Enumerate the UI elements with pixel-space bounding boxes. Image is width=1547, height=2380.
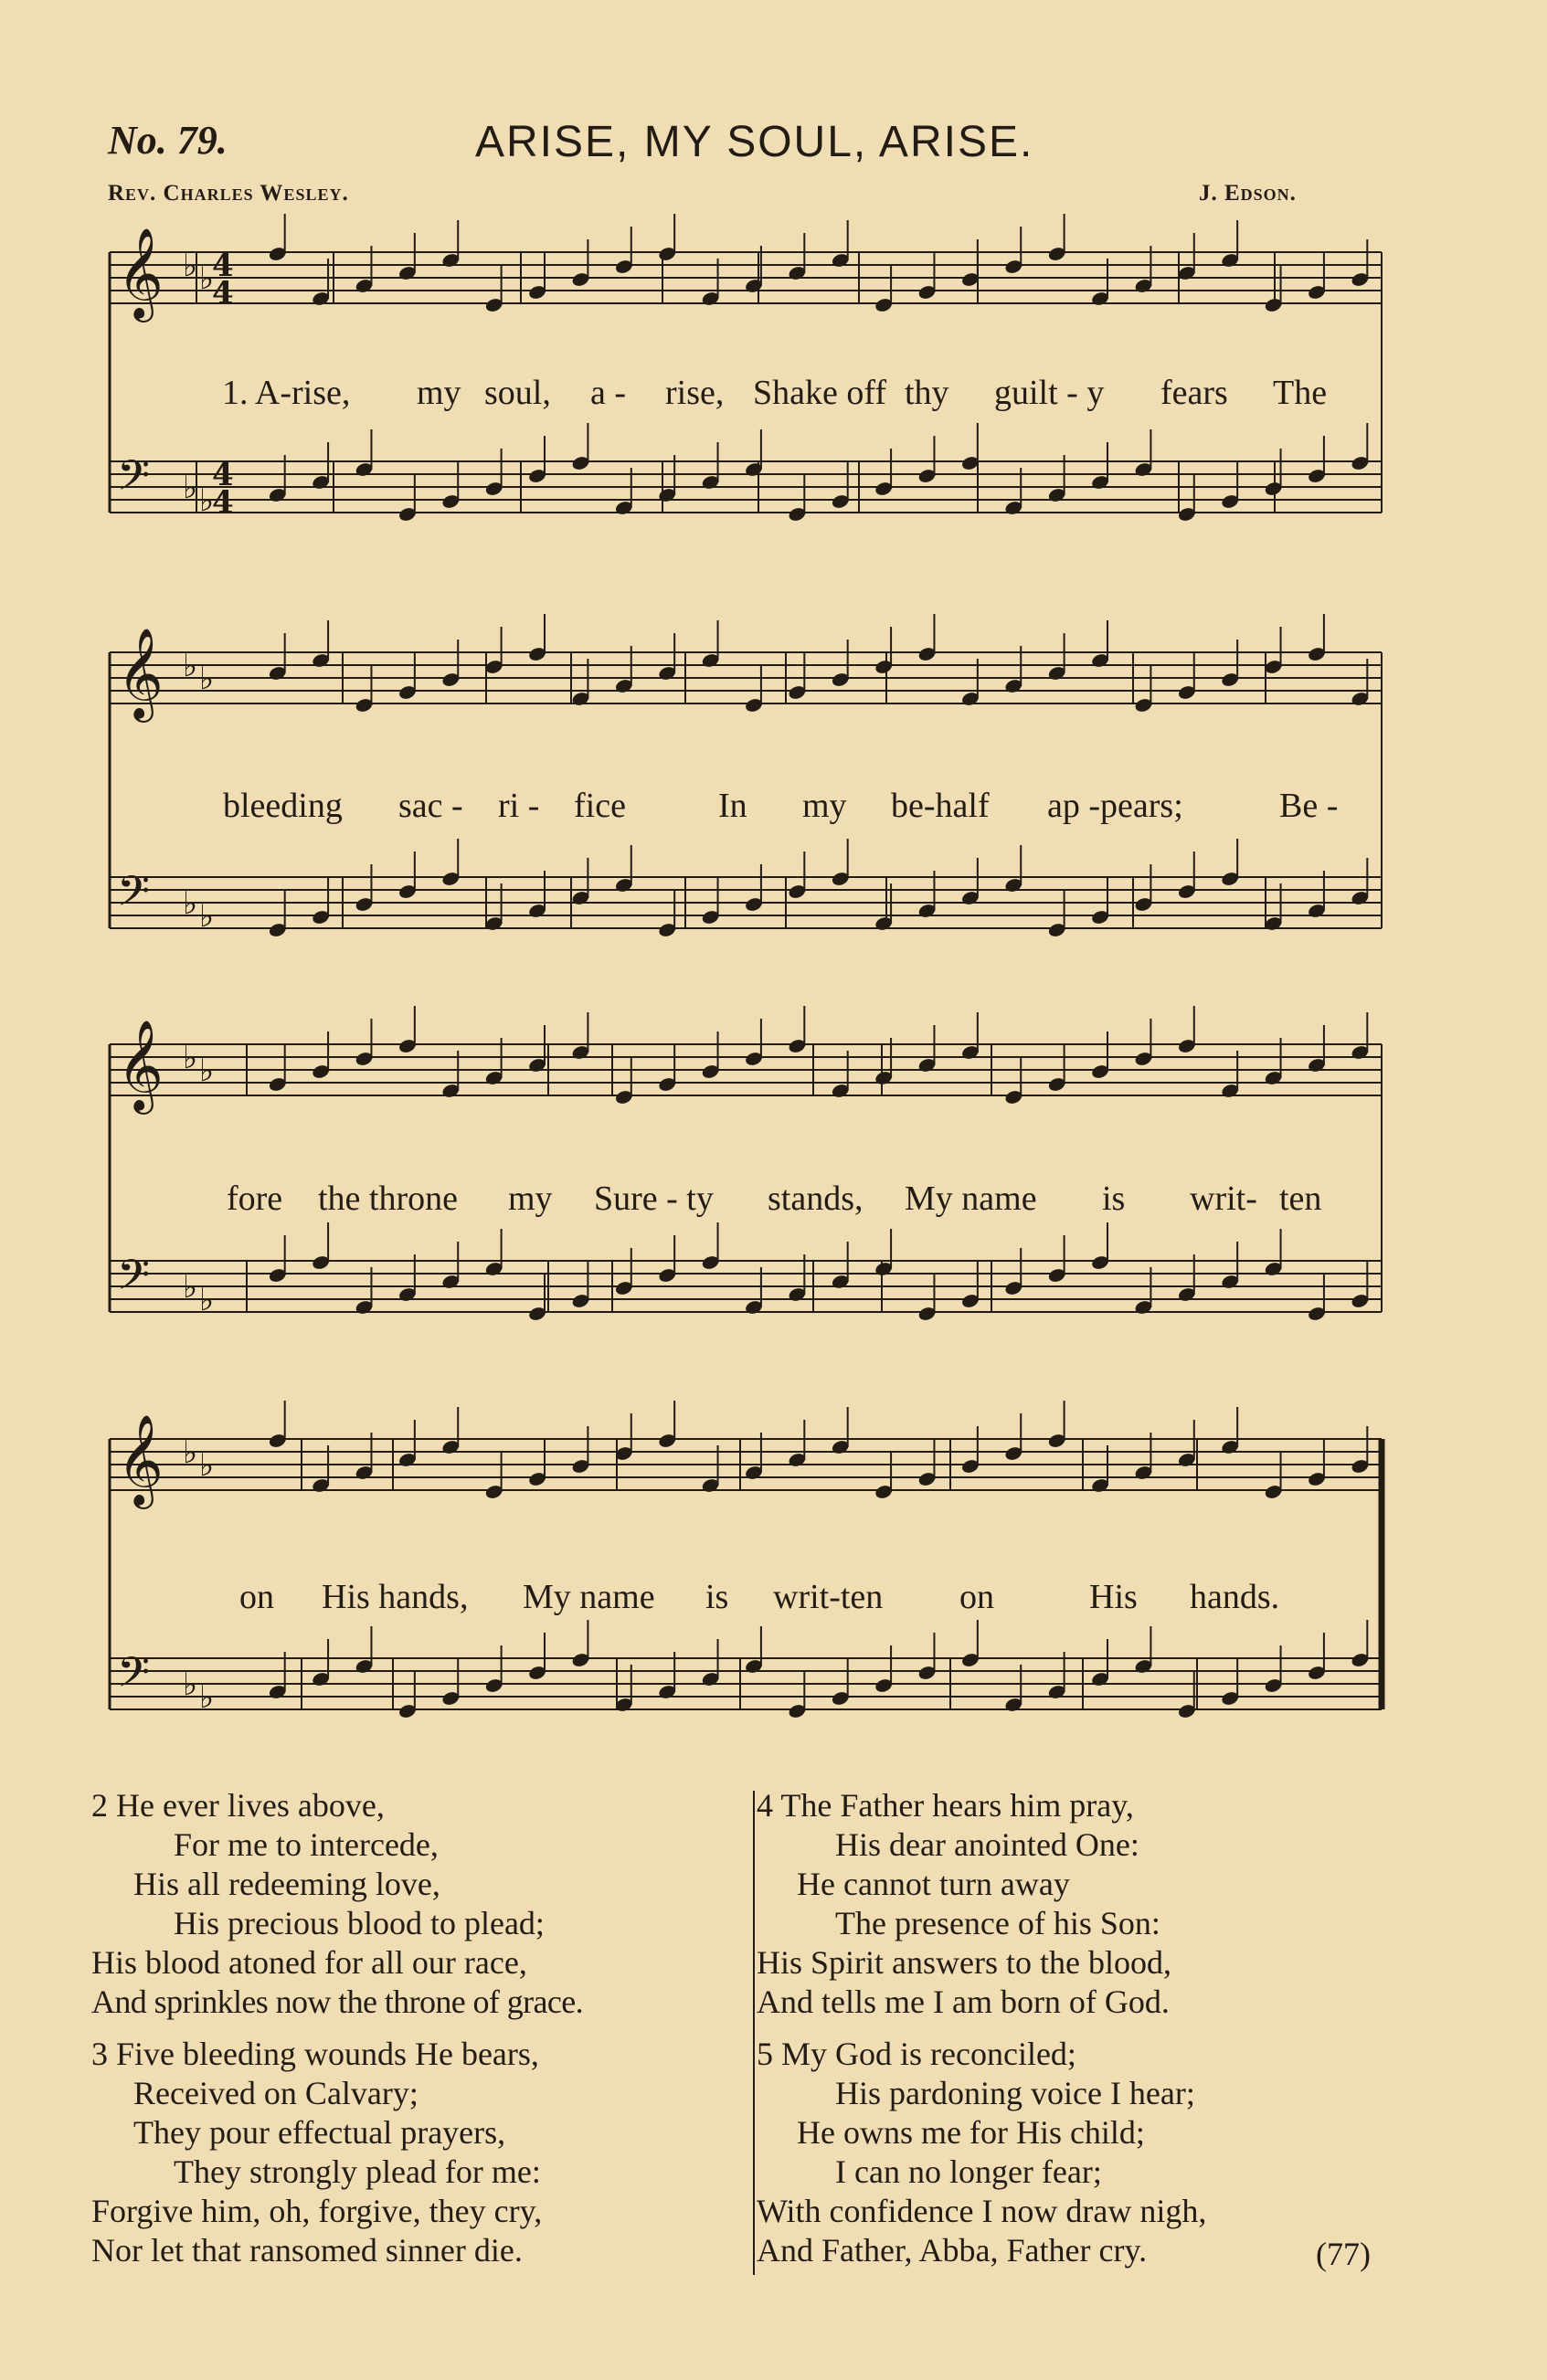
verse-line: He owns me for His child;	[797, 2114, 1145, 2151]
lyric-word: Shake off	[753, 374, 886, 412]
lyric-word: ap -pears;	[1047, 787, 1183, 825]
verse-4	[757, 1786, 1206, 2022]
lyric-word: His	[1089, 1578, 1138, 1616]
lyric-word: Be -	[1279, 787, 1339, 825]
treble-clef-icon: 𝄞	[117, 1020, 164, 1111]
flat-icon: ♭	[183, 248, 198, 284]
column-divider	[753, 1791, 755, 2275]
lyric-word: on	[959, 1578, 994, 1616]
flat-icon: ♭	[199, 1447, 215, 1484]
verses-right-column	[757, 1786, 1206, 2270]
lyric-word: 1. A-rise,	[222, 374, 351, 412]
flat-icon: ♭	[183, 1666, 198, 1703]
flat-icon: ♭	[199, 260, 215, 297]
verse-line: He cannot turn away	[797, 1866, 1070, 1902]
lyric-word: My name	[905, 1179, 1037, 1218]
flat-icon: ♭	[199, 661, 215, 697]
flat-icon: ♭	[183, 1269, 198, 1306]
flat-icon: ♭	[199, 482, 215, 519]
lyric-word: ri -	[498, 787, 540, 825]
hymn-title: ARISE, MY SOUL, ARISE.	[475, 118, 1034, 166]
lyric-word: a -	[590, 374, 627, 412]
lyric-word: writ-ten	[773, 1578, 884, 1616]
lyric-word: is	[1102, 1179, 1126, 1218]
verse-line: His pardoning voice I hear;	[835, 2075, 1195, 2111]
verse-3	[91, 2035, 583, 2270]
bass-clef-icon: 𝄢	[117, 867, 151, 926]
lyric-word: my	[802, 787, 847, 825]
bass-clef-icon: 𝄢	[117, 451, 151, 511]
time-signature: 4	[212, 484, 234, 521]
verse-line: Nor let that ransomed sinner die.	[91, 2232, 523, 2269]
lyric-word: the throne	[318, 1179, 459, 1218]
flat-icon: ♭	[199, 1052, 215, 1089]
verses-left-column	[91, 1786, 583, 2270]
lyric-word: be-half	[891, 787, 990, 825]
verse-line: His blood atoned for all our race,	[91, 1944, 527, 1981]
lyric-word: The	[1273, 374, 1328, 412]
flat-icon: ♭	[183, 885, 198, 922]
flat-icon: ♭	[183, 470, 198, 506]
verse-line: 3 Five bleeding wounds He bears,	[91, 2036, 539, 2072]
verse-line: His Spirit answers to the blood,	[757, 1944, 1171, 1981]
lyric-word: His hands,	[322, 1578, 469, 1616]
verse-line: His dear anointed One:	[835, 1826, 1139, 1863]
lyric-word: writ-	[1190, 1179, 1257, 1218]
lyric-word: is	[705, 1578, 729, 1616]
lyric-word: ten	[1279, 1179, 1322, 1218]
verse-line: And sprinkles now the throne of grace.	[91, 1983, 584, 2020]
lyric-word: my	[417, 374, 461, 412]
lyric-word: Sure - ty	[594, 1179, 714, 1218]
lyric-word: sac -	[398, 787, 463, 825]
verse-line: And tells me I am born of God.	[757, 1983, 1170, 2020]
lyric-word: thy	[905, 374, 949, 412]
verse-line: They strongly plead for me:	[174, 2153, 541, 2190]
flat-icon: ♭	[183, 1040, 198, 1076]
flat-icon: ♭	[199, 898, 215, 935]
flat-icon: ♭	[183, 648, 198, 684]
flat-icon: ♭	[199, 1679, 215, 1716]
time-signature: 4	[212, 275, 234, 312]
hymn-number: No. 79.	[108, 118, 228, 163]
verse-line: I can no longer fear;	[835, 2153, 1102, 2190]
lyric-word: guilt - y	[994, 374, 1105, 412]
verse-5	[757, 2035, 1206, 2270]
lyric-word: fears	[1160, 374, 1228, 412]
verse-line: For me to intercede,	[174, 1826, 439, 1863]
author-credit: Rev. Charles Wesley.	[108, 181, 349, 206]
composer-credit: J. Edson.	[1199, 181, 1297, 206]
verse-line: With confidence I now draw nigh,	[757, 2193, 1207, 2229]
lyric-word: soul,	[484, 374, 551, 412]
lyric-word: on	[239, 1578, 274, 1616]
flat-icon: ♭	[183, 1434, 198, 1471]
verse-line: And Father, Abba, Father cry.	[757, 2232, 1148, 2269]
verse-line: Received on Calvary;	[133, 2075, 419, 2111]
lyric-word: my	[508, 1179, 553, 1218]
verse-2	[91, 1786, 583, 2022]
bass-clef-icon: 𝄢	[117, 1648, 151, 1708]
lyric-word: stands,	[768, 1179, 864, 1218]
verse-line: 2 He ever lives above,	[91, 1787, 385, 1824]
lyric-word: hands.	[1190, 1578, 1280, 1616]
lyric-word: My name	[523, 1578, 655, 1616]
time-signature: 4	[212, 248, 234, 284]
verse-line: Forgive him, oh, forgive, they cry,	[91, 2193, 543, 2229]
verse-line: The presence of his Son:	[835, 1905, 1160, 1941]
lyric-word: fice	[574, 787, 626, 825]
bass-clef-icon: 𝄢	[117, 1251, 151, 1310]
verse-line: His all redeeming love,	[133, 1866, 440, 1902]
lyric-word: bleeding	[223, 787, 343, 825]
flat-icon: ♭	[199, 1282, 215, 1318]
treble-clef-icon: 𝄞	[117, 227, 164, 319]
verse-line: 4 The Father hears him pray,	[757, 1787, 1134, 1824]
treble-clef-icon: 𝄞	[117, 1414, 164, 1506]
lyric-word: In	[718, 787, 747, 825]
treble-clef-icon: 𝄞	[117, 628, 164, 719]
page-number: (77)	[1316, 2236, 1371, 2272]
lyric-word: fore	[227, 1179, 283, 1218]
verse-line: 5 My God is reconciled;	[757, 2036, 1076, 2072]
lyric-word: rise,	[665, 374, 725, 412]
time-signature: 4	[212, 457, 234, 493]
verse-line: His precious blood to plead;	[174, 1905, 545, 1941]
verse-line: They pour effectual prayers,	[133, 2114, 506, 2151]
